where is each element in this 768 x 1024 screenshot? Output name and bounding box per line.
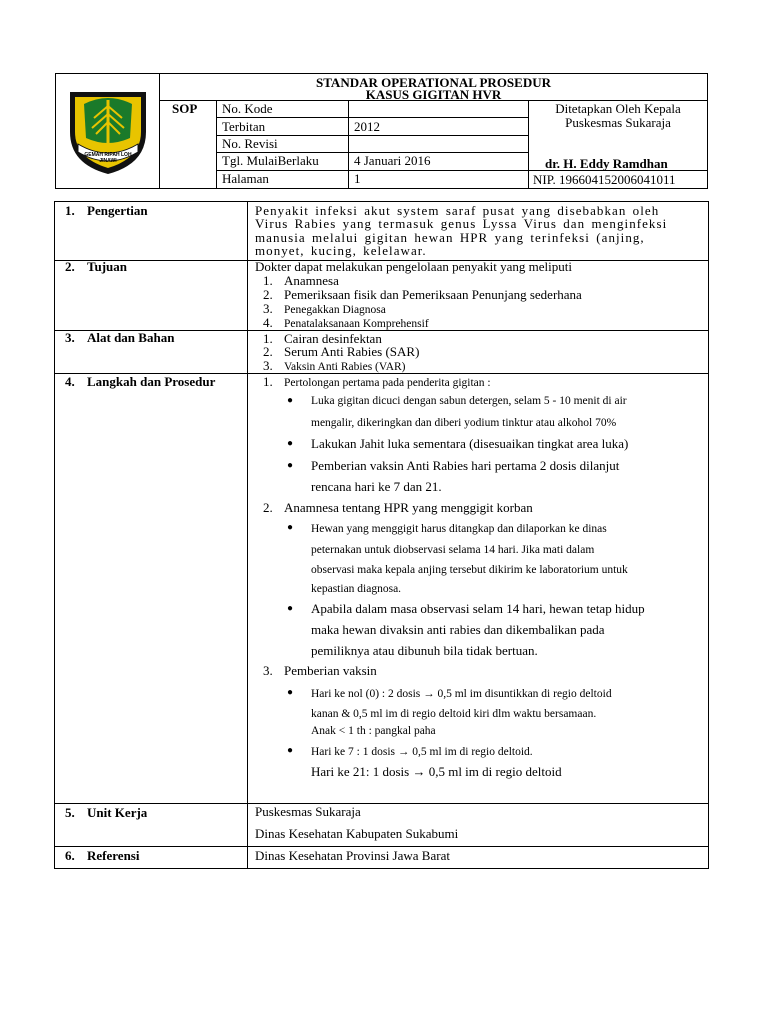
alat-item: Vaksin Anti Rabies (VAR): [284, 361, 406, 373]
meta-label-revisi: No. Revisi: [222, 136, 278, 151]
signer-name: dr. H. Eddy Ramdhan: [545, 156, 668, 171]
step-title: Pemberian vaksin: [284, 663, 377, 678]
unit-kerja-line: Puskesmas Sukaraja: [255, 804, 361, 819]
tujuan-intro: Dokter dapat melakukan pengelolaan penyakit yang meliputi: [255, 259, 572, 274]
alat-item-num: 2.: [263, 344, 273, 359]
section-num-2: 2.: [65, 259, 75, 274]
unit-kerja-line: Dinas Kesehatan Kabupaten Sukabumi: [255, 826, 459, 841]
section-label-unit-kerja: Unit Kerja: [87, 805, 148, 820]
bullet-icon: ●: [287, 687, 294, 698]
doc-title-line2: KASUS GIGITAN HVR: [365, 87, 502, 102]
section-num-1: 1.: [65, 203, 75, 218]
section-label-langkah: Langkah dan Prosedur: [87, 374, 216, 389]
alat-item-num: 1.: [263, 331, 273, 346]
step-bullet-line: Hari ke nol (0) : 2 dosis → 0,5 ml im disuntikkan di regio deltoid: [311, 688, 612, 700]
bullet-icon: ●: [287, 438, 294, 449]
bullet-icon: ●: [287, 522, 294, 533]
pengertian-line: monyet, kucing, kelelawar.: [255, 243, 427, 258]
bullet-icon: ●: [287, 395, 294, 406]
step-bullet-line: pemiliknya atau dibunuh bila tidak bertuan.: [311, 643, 538, 658]
logo-motto: GEMAH RIPAH LOH JINAWI: [84, 152, 132, 164]
signer-nip: NIP. 196604152006041011: [533, 172, 676, 187]
step-bullet-line: rencana hari ke 7 dan 21.: [311, 479, 442, 494]
step-title: Anamnesa tentang HPR yang menggigit korban: [284, 500, 533, 515]
meta-value-tgl: 4 Januari 2016: [354, 153, 431, 168]
pengertian-line: Virus Rabies yang termasuk genus Lyssa Virus dan menginfeksi: [255, 216, 668, 231]
step-bullet-line: kepastian diagnosa.: [311, 583, 402, 595]
approval-line1: Ditetapkan Oleh Kepala: [555, 101, 681, 116]
tujuan-item: Anamnesa: [284, 273, 339, 288]
step-title: Pertolongan pertama pada penderita gigitan :: [284, 377, 491, 389]
section-num-3: 3.: [65, 330, 75, 345]
alat-item: Cairan desinfektan: [284, 331, 382, 346]
meta-label-terbitan: Terbitan: [222, 119, 266, 134]
step-bullet-line: Pemberian vaksin Anti Rabies hari pertama 2 dosis dilanjut: [311, 458, 620, 473]
tujuan-item-num: 1.: [263, 273, 273, 288]
meta-label-halaman: Halaman: [222, 171, 269, 186]
bullet-icon: ●: [287, 745, 294, 756]
tujuan-item-num: 4.: [263, 315, 273, 330]
section-label-tujuan: Tujuan: [87, 259, 127, 274]
referensi-line: Dinas Kesehatan Provinsi Jawa Barat: [255, 848, 450, 863]
step-bullet-line: peternakan untuk diobservasi selama 14 hari. Jika mati dalam: [311, 544, 595, 556]
step-bullet-line: Anak < 1 th : pangkal paha: [311, 725, 436, 737]
section-num-6: 6.: [65, 848, 75, 863]
step-bullet-line: maka hewan divaksin anti rabies dan dikembalikan pada: [311, 622, 605, 637]
step-bullet-line: Hari ke 21: 1 dosis → 0,5 ml im di regio deltoid: [311, 764, 562, 779]
doc-title-line1: STANDAR OPERATIONAL PROSEDUR: [316, 75, 551, 90]
tujuan-item-num: 3.: [263, 301, 273, 316]
step-num: 1.: [263, 374, 273, 389]
step-bullet-line: Apabila dalam masa observasi selam 14 hari, hewan tetap hidup: [311, 601, 645, 616]
step-bullet-line: Lakukan Jahit luka sementara (disesuaikan tingkat area luka): [311, 436, 629, 451]
step-bullet-line: Luka gigitan dicuci dengan sabun detergen, selam 5 - 10 menit di air: [311, 395, 627, 407]
tujuan-item-num: 2.: [263, 287, 273, 302]
bullet-icon: ●: [287, 460, 294, 471]
pengertian-line: Penyakit infeksi akut system saraf pusat yang disebabkan oleh: [255, 203, 660, 218]
step-num: 2.: [263, 500, 273, 515]
alat-item-num: 3.: [263, 358, 273, 373]
section-num-5: 5.: [65, 805, 75, 820]
tujuan-item: Pemeriksaan fisik dan Pemeriksaan Penunjang sederhana: [284, 287, 582, 302]
alat-item: Serum Anti Rabies (SAR): [284, 344, 420, 359]
meta-value-halaman: 1: [354, 171, 361, 186]
step-bullet-line: Hari ke 7 : 1 dosis → 0,5 ml im di regio deltoid.: [311, 746, 533, 758]
pengertian-line: manusia melalui gigitan hewan HPR yang terinfeksi (anjing,: [255, 230, 645, 245]
regency-logo: [64, 86, 152, 176]
approval-line2: Puskesmas Sukaraja: [565, 115, 671, 130]
section-label-referensi: Referensi: [87, 848, 140, 863]
meta-value-terbitan: 2012: [354, 119, 380, 134]
step-bullet-line: Hewan yang menggigit harus ditangkap dan dilaporkan ke dinas: [311, 523, 607, 535]
meta-label-kode: No. Kode: [222, 101, 273, 116]
tujuan-item: Penegakkan Diagnosa: [284, 304, 386, 316]
step-bullet-line: mengalir, dikeringkan dan diberi yodium tinktur atau alkohol 70%: [311, 417, 617, 429]
bullet-icon: ●: [287, 603, 294, 614]
step-num: 3.: [263, 663, 273, 678]
step-bullet-line: kanan & 0,5 ml im di regio deltoid kiri dlm waktu bersamaan.: [311, 708, 597, 720]
section-num-4: 4.: [65, 374, 75, 389]
section-label-alat: Alat dan Bahan: [87, 330, 175, 345]
section-label-pengertian: Pengertian: [87, 203, 148, 218]
meta-label-tgl: Tgl. MulaiBerlaku: [222, 153, 319, 168]
tujuan-item: Penatalaksanaan Komprehensif: [284, 318, 429, 330]
sop-label: SOP: [172, 101, 198, 116]
step-bullet-line: observasi maka kepala anjing tersebut dikirim ke laboratorium untuk: [311, 564, 628, 576]
